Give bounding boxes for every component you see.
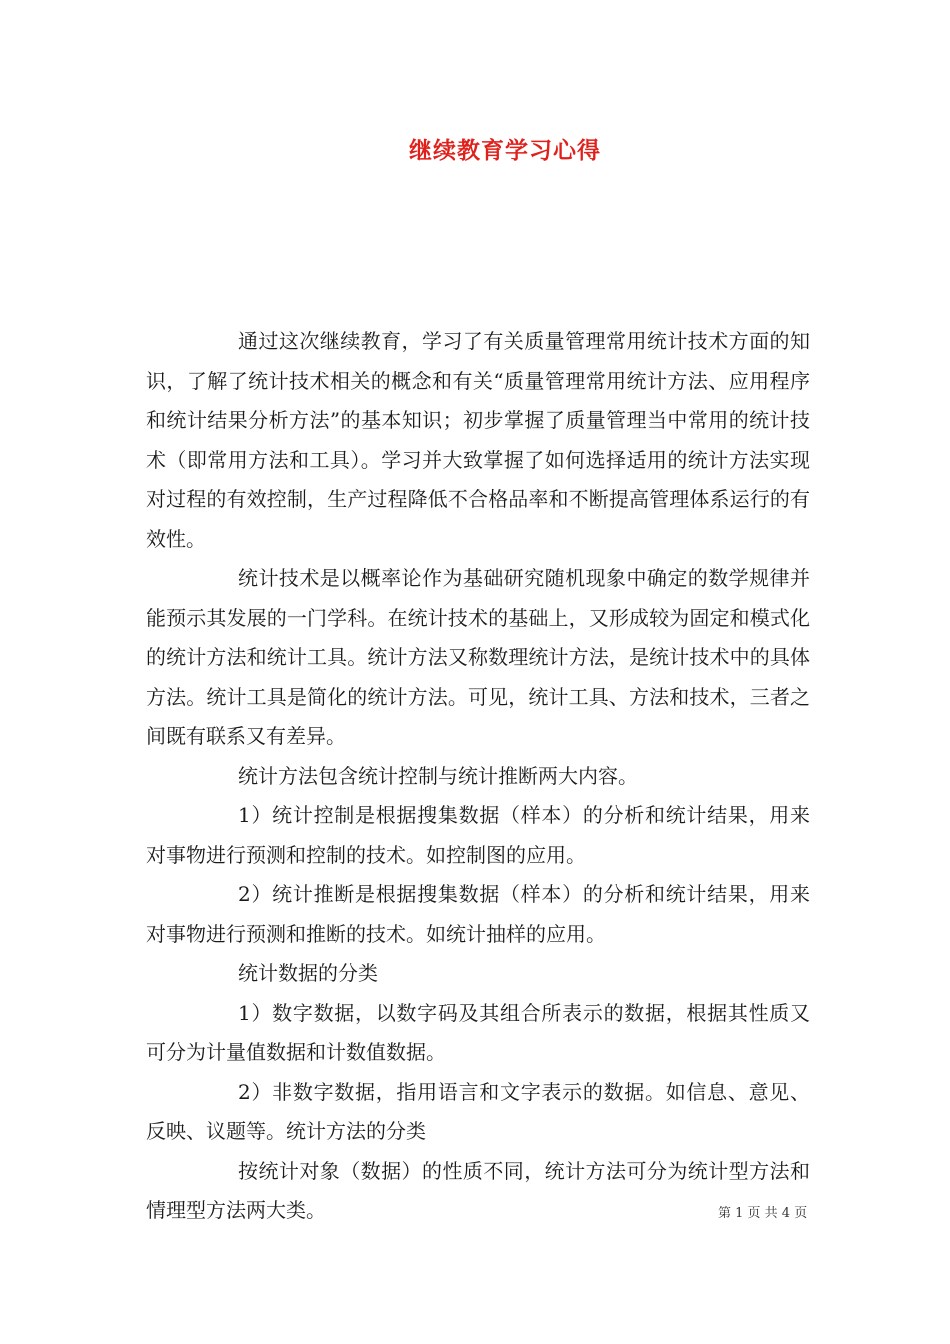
paragraph-8: 2）非数字数据，指用语言和文字表示的数据。如信息、意见、反映、议题等。统计方法的分类 (146, 1079, 810, 1143)
paragraph-9: 按统计对象（数据）的性质不同，统计方法可分为统计型方法和情理型方法两大类。 (146, 1158, 810, 1222)
paragraph-5: 2）统计推断是根据搜集数据（样本）的分析和统计结果，用来对事物进行预测和推断的技术。如统计抽样的应用。 (146, 882, 810, 946)
paragraph-1: 通过这次继续教育，学习了有关质量管理常用统计技术方面的知识，了解了统计技术相关的概念和有关“质量管理常用统计方法、应用程序和统计结果分析方法”的基本知识；初步掌握了质量管理当中常用的统计技术（即常用方法和工具）。学习并大致掌握了如何选择适用的统计方法实现对过程的有效控制，生产过程降低不合格品率和不断提高管理体系运行的有效性。 (146, 329, 810, 551)
paragraph-2: 统计技术是以概率论作为基础研究随机现象中确定的数学规律并能预示其发展的一门学科。在统计技术的基础上，又形成较为固定和模式化的统计方法和统计工具。统计方法又称数理统计方法，是统计技术中的具体方法。统计工具是简化的统计方法。可见，统计工具、方法和技术，三者之间既有联系又有差异。 (146, 566, 810, 748)
paragraph-6: 统计数据的分类 (238, 961, 378, 985)
document-body (146, 322, 810, 1231)
page-title: 继续教育学习心得 (409, 138, 601, 164)
paragraph-3: 统计方法包含统计控制与统计推断两大内容。 (238, 763, 638, 788)
paragraph-4: 1）统计控制是根据搜集数据（样本）的分析和统计结果，用来对事物进行预测和控制的技术。如控制图的应用。 (146, 803, 810, 867)
page-number-footer: 第 1 页 共 4 页 (718, 1206, 808, 1221)
paragraph-7: 1）数字数据，以数字码及其组合所表示的数据，根据其性质又可分为计量值数据和计数值数据。 (146, 1000, 810, 1064)
